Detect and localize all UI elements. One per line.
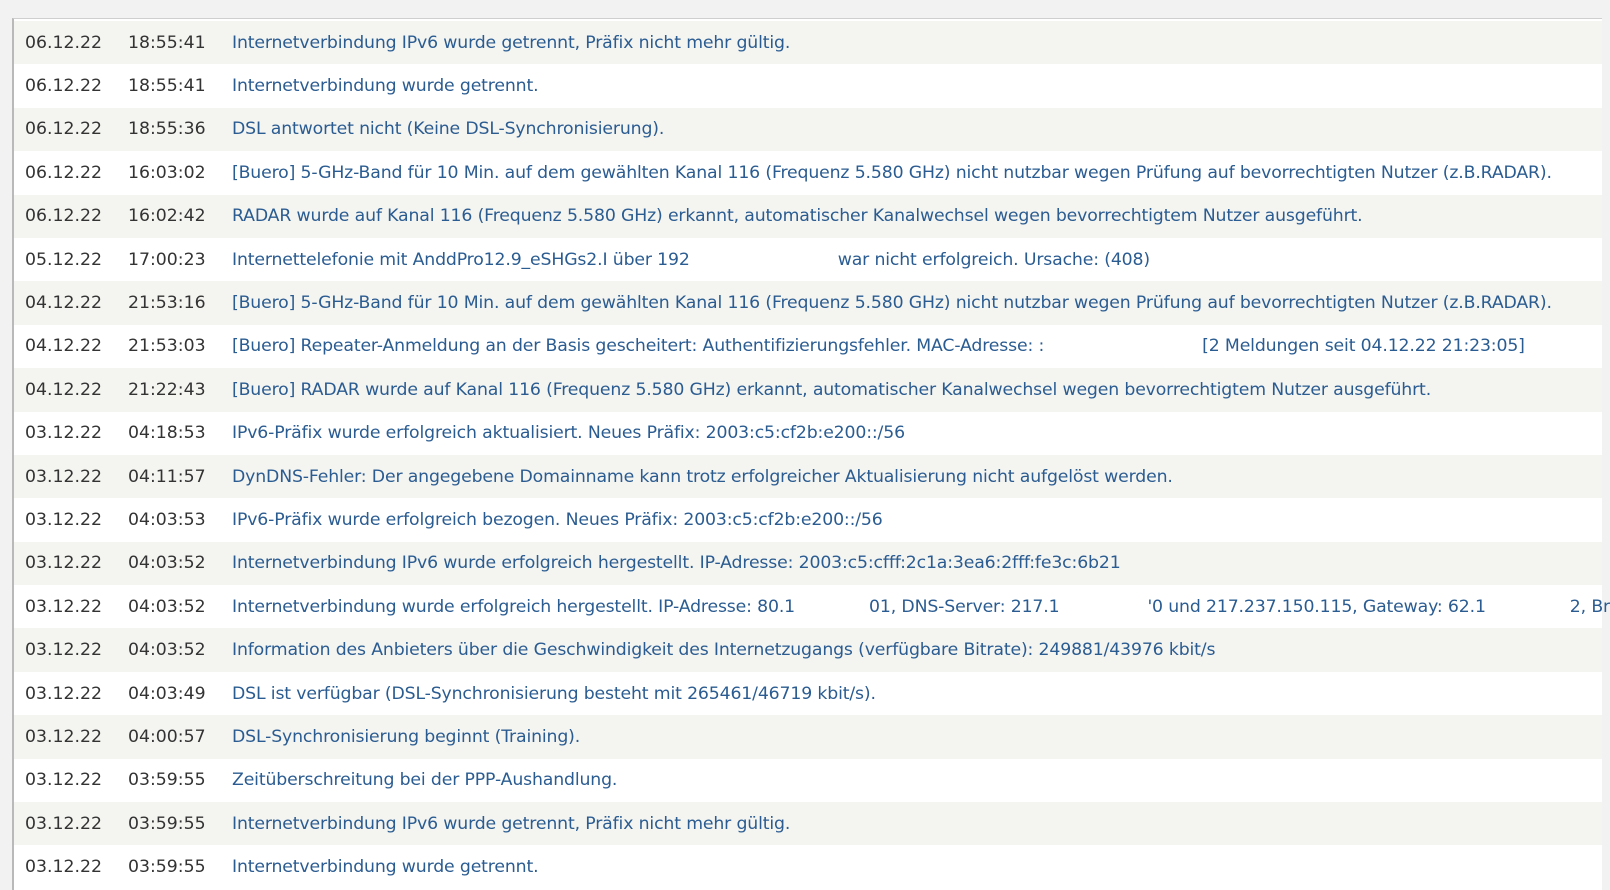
log-date: 04.12.22: [25, 379, 102, 400]
log-date: 03.12.22: [25, 857, 102, 878]
log-time: 04:03:53: [128, 509, 206, 530]
log-date: 03.12.22: [25, 466, 102, 487]
log-message-part: [Buero] 5-GHz-Band für 10 Min. auf dem gewählten Kanal 116 (Frequenz 5.580 GHz) nicht nutzbar wegen Prüfung auf bevorrechtigten Nutzer (z.B.RADAR).: [232, 162, 1552, 183]
log-message-part: Internetverbindung wurde erfolgreich hergestellt. IP-Adresse: 80.1: [232, 596, 796, 617]
log-time: 04:03:52: [128, 553, 206, 574]
log-message-part: 2, Br: [1569, 596, 1610, 617]
log-row: [14, 21, 1602, 64]
log-row: [14, 325, 1602, 368]
log-time: 04:03:52: [128, 640, 206, 661]
log-message-part: DSL-Synchronisierung beginnt (Training).: [232, 726, 581, 747]
redacted-area: [795, 595, 869, 619]
log-date: 03.12.22: [25, 726, 102, 747]
log-date: 03.12.22: [25, 683, 102, 704]
log-time: 03:59:55: [128, 813, 206, 834]
log-time: 04:03:52: [128, 596, 206, 617]
log-message: [232, 206, 1363, 226]
log-message-part: Information des Anbieters über die Geschwindigkeit des Internetzugangs (verfügbare Bitrate): 249881/43976 kbit/s: [232, 640, 1216, 661]
log-time: 04:18:53: [128, 423, 206, 444]
log-row: [14, 455, 1602, 498]
log-message-part: [2 Meldungen seit 04.12.22 21:23:05]: [1202, 336, 1525, 357]
log-row: [14, 759, 1602, 802]
log-message: [232, 510, 883, 530]
log-message-part: Internetverbindung IPv6 wurde getrennt, Präfix nicht mehr gültig.: [232, 813, 791, 834]
log-message: [232, 293, 1552, 313]
redacted-area: [1059, 595, 1147, 619]
log-message-part: DSL ist verfügbar (DSL-Synchronisierung besteht mit 265461/46719 kbit/s).: [232, 683, 876, 704]
redacted-area: [1486, 595, 1570, 619]
log-message-part: IPv6-Präfix wurde erfolgreich aktualisiert. Neues Präfix: 2003:c5:cf2b:e200::/56: [232, 423, 905, 444]
log-time: 21:53:03: [128, 336, 206, 357]
log-row: [14, 585, 1610, 628]
log-date: 06.12.22: [25, 119, 102, 140]
log-row: [14, 672, 1602, 715]
redacted-area: [690, 248, 838, 272]
log-row: [14, 412, 1602, 455]
log-message: [232, 334, 1525, 358]
log-date: 06.12.22: [25, 76, 102, 97]
log-message-part: IPv6-Präfix wurde erfolgreich bezogen. Neues Präfix: 2003:c5:cf2b:e200::/56: [232, 509, 883, 530]
log-message-part: war nicht erfolgreich. Ursache: (408): [837, 249, 1150, 270]
log-message: [232, 33, 790, 53]
log-row: [14, 108, 1602, 151]
log-message: [232, 248, 1150, 272]
redacted-area: [1044, 334, 1202, 358]
log-row: [14, 628, 1602, 671]
log-message: [232, 553, 1121, 573]
event-log-panel: [12, 18, 1610, 890]
log-row: [14, 542, 1602, 585]
log-date: 06.12.22: [25, 32, 102, 53]
log-message: [232, 119, 664, 139]
log-message-part: '0 und 217.237.150.115, Gateway: 62.1: [1147, 596, 1486, 617]
log-message: [232, 595, 1610, 619]
log-date: 03.12.22: [25, 640, 102, 661]
log-row: [14, 715, 1602, 758]
log-message: [232, 163, 1552, 183]
log-time: 18:55:41: [128, 76, 206, 97]
log-time: 16:02:42: [128, 206, 206, 227]
log-message-part: Internetverbindung wurde getrennt.: [232, 857, 539, 878]
log-date: 03.12.22: [25, 770, 102, 791]
log-row: [14, 802, 1602, 845]
log-message-part: Internetverbindung wurde getrennt.: [232, 76, 539, 97]
log-message-part: DSL antwortet nicht (Keine DSL-Synchronisierung).: [232, 119, 665, 140]
log-row: [14, 64, 1602, 107]
log-message: [232, 814, 790, 834]
log-row: [14, 195, 1602, 238]
log-date: 06.12.22: [25, 162, 102, 183]
log-message-part: [Buero] 5-GHz-Band für 10 Min. auf dem gewählten Kanal 116 (Frequenz 5.580 GHz) nicht nutzbar wegen Prüfung auf bevorrechtigten Nutzer (z.B.RADAR).: [232, 293, 1552, 314]
log-message-part: [Buero] RADAR wurde auf Kanal 116 (Frequenz 5.580 GHz) erkannt, automatischer Kanalwechsel wegen bevorrechtigtem Nutzer ausgeführt.: [232, 379, 1432, 400]
log-message: [232, 684, 876, 704]
log-message-part: 01, DNS-Server: 217.1: [869, 596, 1060, 617]
log-date: 03.12.22: [25, 509, 102, 530]
log-message: [232, 727, 580, 747]
log-time: 04:11:57: [128, 466, 206, 487]
log-row: [14, 238, 1602, 281]
log-row: [14, 845, 1602, 888]
log-time: 04:03:49: [128, 683, 206, 704]
log-message: [232, 76, 538, 96]
log-row: [14, 151, 1602, 194]
log-message-part: Internettelefonie mit AnddPro12.9_eSHGs2.I über 192: [232, 249, 690, 270]
log-time: 18:55:41: [128, 32, 206, 53]
log-time: 21:53:16: [128, 293, 206, 314]
log-date: 04.12.22: [25, 336, 102, 357]
log-row: [14, 368, 1602, 411]
log-row: [14, 498, 1602, 541]
log-date: 04.12.22: [25, 293, 102, 314]
log-time: 16:03:02: [128, 162, 206, 183]
log-message: [232, 467, 1173, 487]
log-row: [14, 281, 1602, 324]
log-message: [232, 380, 1431, 400]
log-message: [232, 640, 1215, 660]
log-message-part: Zeitüberschreitung bei der PPP-Aushandlung.: [232, 770, 618, 791]
event-log-table: [14, 21, 1610, 889]
log-time: 21:22:43: [128, 379, 206, 400]
log-message: [232, 857, 538, 877]
log-message: [232, 423, 905, 443]
log-message-part: RADAR wurde auf Kanal 116 (Frequenz 5.580 GHz) erkannt, automatischer Kanalwechsel wegen bevorrechtigtem Nutzer ausgeführt.: [232, 206, 1363, 227]
log-message-part: Internetverbindung IPv6 wurde erfolgreich hergestellt. IP-Adresse: 2003:c5:cfff:2c1a:3ea6:2fff:fe3c:6b21: [232, 553, 1121, 574]
log-date: 03.12.22: [25, 553, 102, 574]
log-date: 03.12.22: [25, 813, 102, 834]
log-message-part: DynDNS-Fehler: Der angegebene Domainname kann trotz erfolgreicher Aktualisierung nicht aufgelöst werden.: [232, 466, 1173, 487]
log-date: 03.12.22: [25, 423, 102, 444]
log-date: 06.12.22: [25, 206, 102, 227]
log-time: 04:00:57: [128, 726, 206, 747]
log-message: [232, 770, 617, 790]
log-time: 17:00:23: [128, 249, 206, 270]
log-date: 05.12.22: [25, 249, 102, 270]
log-message-part: [Buero] Repeater-Anmeldung an der Basis gescheitert: Authentifizierungsfehler. MAC-Adresse: :: [232, 336, 1045, 357]
log-message-part: Internetverbindung IPv6 wurde getrennt, Präfix nicht mehr gültig.: [232, 32, 791, 53]
log-time: 18:55:36: [128, 119, 206, 140]
log-date: 03.12.22: [25, 596, 102, 617]
log-time: 03:59:55: [128, 770, 206, 791]
log-time: 03:59:55: [128, 857, 206, 878]
